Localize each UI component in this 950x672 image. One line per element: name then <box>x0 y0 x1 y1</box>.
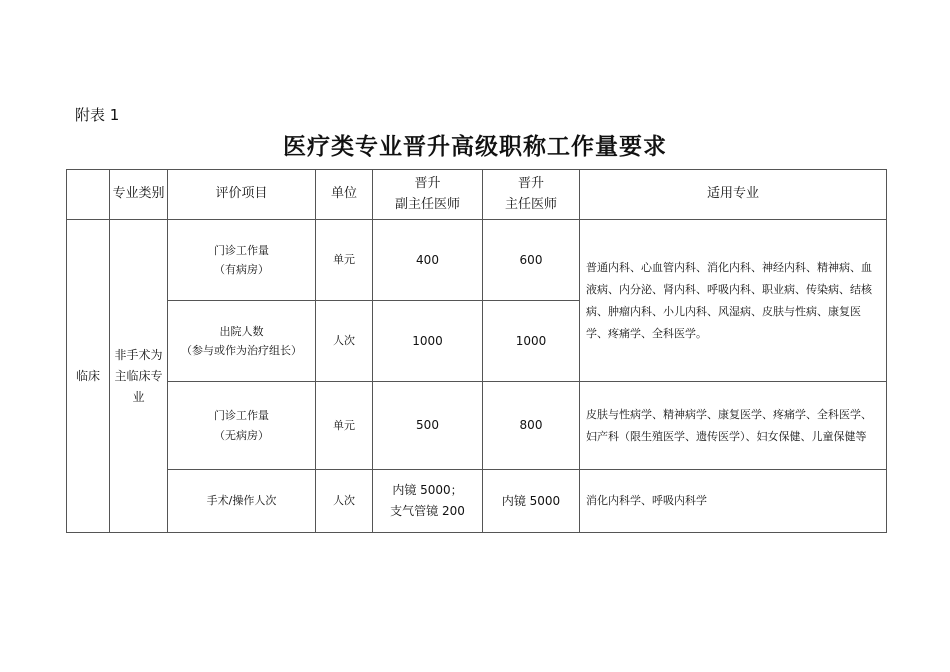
subcategory-cell: 非手术为主临床专业 <box>110 220 168 533</box>
header-blank <box>67 170 110 220</box>
document-title: 医疗类专业晋升高级职称工作量要求 <box>283 134 667 160</box>
deputy-value: 1000 <box>373 301 483 382</box>
header-chief-line2: 主任医师 <box>504 196 557 212</box>
table-row <box>67 220 887 301</box>
unit-cell: 单元 <box>316 382 373 470</box>
specialty-cell: 皮肤与性病学、精神病学、康复医学、疼痛学、全科医学、妇产科（限生殖医学、遗传医学）、妇女保健、儿童保健等 <box>580 382 887 470</box>
header-unit: 单位 <box>316 170 373 220</box>
appendix-label: 附表 1 <box>75 106 120 124</box>
specialty-cell: 普通内科、心血管内科、消化内科、神经内科、精神病、血液病、内分泌、肾内科、呼吸内科、职业病、传染病、结核病、肿瘤内科、小儿内科、风湿病、皮肤与性病、康复医学、疼痛学、全科医学。 <box>580 220 887 382</box>
header-chief-line1: 晋升 <box>517 175 544 191</box>
item-line2: （参与或作为治疗组长） <box>181 344 302 357</box>
table-row <box>67 382 887 470</box>
header-deputy-line1: 晋升 <box>414 175 441 191</box>
header-category <box>110 170 168 220</box>
specialty-cell: 消化内科学、呼吸内科学 <box>580 470 887 533</box>
item-line1: 出院人数 <box>219 324 264 338</box>
deputy-value: 400 <box>373 220 483 301</box>
category-cell: 临床 <box>67 220 110 533</box>
header-row <box>67 170 887 220</box>
header-category-text: 专业类别 <box>112 186 165 202</box>
item-line2: （无病房） <box>214 428 269 442</box>
deputy-value: 500 <box>373 382 483 470</box>
deputy-value <box>373 470 483 533</box>
header-item: 评价项目 <box>168 170 316 220</box>
table-row <box>67 470 887 533</box>
item-cell <box>168 301 316 382</box>
header-deputy-line2: 副主任医师 <box>394 196 460 212</box>
unit-cell: 人次 <box>316 301 373 382</box>
header-specialty: 适用专业 <box>580 170 887 220</box>
chief-value: 1000 <box>483 301 580 382</box>
deputy-line2: 支气管镜 200 <box>390 504 465 518</box>
chief-value: 内镜 5000 <box>483 470 580 533</box>
deputy-line1: 内镜 5000； <box>392 483 463 497</box>
item-line1: 门诊工作量 <box>214 409 269 423</box>
item-line1: 门诊工作量 <box>214 243 269 257</box>
item-line2: （有病房） <box>214 263 269 276</box>
header-deputy <box>373 170 483 220</box>
item-cell <box>168 220 316 301</box>
chief-value: 600 <box>483 220 580 301</box>
unit-cell: 单元 <box>316 220 373 301</box>
header-chief <box>483 170 580 220</box>
workload-table <box>66 169 887 533</box>
chief-value: 800 <box>483 382 580 470</box>
unit-cell: 人次 <box>316 470 373 533</box>
item-cell: 手术/操作人次 <box>168 470 316 533</box>
item-cell <box>168 382 316 470</box>
